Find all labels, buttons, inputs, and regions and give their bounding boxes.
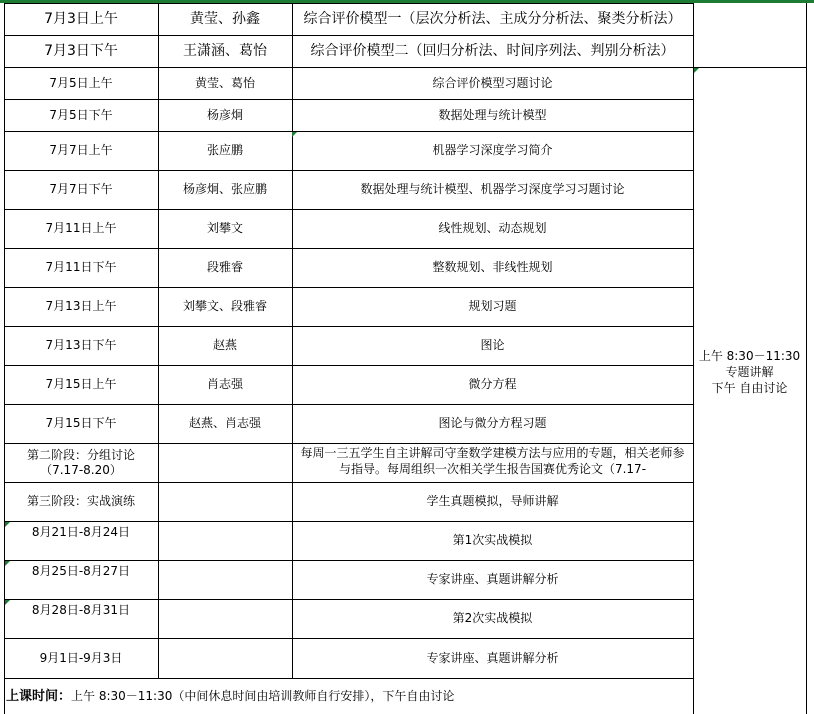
row-content-14[interactable]: 第1次实战模拟 (452, 533, 533, 547)
row-date-11[interactable]: 7月15日下午 (45, 416, 117, 430)
col-divider (158, 3, 159, 678)
row-teacher-1[interactable]: 王潇涵、葛怡 (183, 42, 267, 59)
row-date-2[interactable]: 7月5日上午 (49, 75, 113, 90)
col-divider (292, 3, 293, 678)
row-divider (4, 560, 693, 561)
row-date-15[interactable]: 8月25日-8月27日 (31, 564, 131, 578)
comment-marker-icon (5, 600, 10, 605)
row-teacher-10[interactable]: 肖志强 (206, 377, 243, 391)
row-date-16[interactable]: 8月28日-8月31日 (31, 603, 131, 617)
row-divider (4, 3, 693, 4)
row-teacher-2[interactable]: 黄莹、葛怡 (194, 75, 255, 90)
row-teacher-5[interactable]: 杨彦炯、张应鹏 (182, 182, 267, 196)
comment-marker-icon (292, 132, 297, 137)
row-teacher-14[interactable] (158, 521, 292, 560)
col-divider (806, 3, 807, 714)
row-divider (4, 599, 693, 600)
row-content-3[interactable]: 数据处理与统计模型 (438, 107, 547, 122)
row-content-12[interactable]: 每周一三五学生自主讲解司守奎数学建模方法与应用的专题，相关老师参与指导。每周组织一次相关学生报告国赛优秀论文（7.17- (300, 446, 685, 476)
row-teacher-13[interactable] (158, 482, 292, 521)
row-content-6[interactable]: 线性规划、动态规划 (438, 221, 547, 235)
row-teacher-15[interactable] (158, 560, 292, 599)
row-divider (4, 404, 693, 405)
footer-text: 上午 8:30－11:30（中间休息时间由培训教师自行安排），下午自由讨论 (71, 688, 455, 703)
row-date-17[interactable]: 9月1日-9月3日 (39, 650, 123, 665)
row-teacher-0[interactable]: 黄莹、孙鑫 (190, 10, 260, 27)
row-divider (4, 170, 693, 171)
row-content-11[interactable]: 图论与微分方程习题 (438, 416, 547, 430)
row-teacher-12[interactable] (158, 443, 292, 482)
row-teacher-11[interactable]: 赵燕、肖志强 (188, 416, 261, 430)
row-divider (4, 443, 693, 444)
row-teacher-4[interactable]: 张应鹏 (206, 143, 243, 157)
footer-label: 上课时间： (6, 688, 72, 704)
row-content-2[interactable]: 综合评价模型习题讨论 (432, 75, 553, 90)
row-teacher-6[interactable]: 刘攀文 (206, 221, 243, 235)
row-teacher-7[interactable]: 段雅睿 (206, 260, 243, 274)
comment-marker-icon (5, 561, 10, 566)
row-divider (4, 99, 693, 100)
row-divider (4, 521, 693, 522)
row-content-7[interactable]: 整数规划、非线性规划 (432, 260, 553, 274)
footer-cell[interactable] (0, 678, 693, 714)
row-divider (4, 482, 693, 483)
row-date-3[interactable]: 7月5日下午 (49, 107, 113, 122)
row-divider (4, 131, 693, 132)
note-line-1: 上午 8:30－11:30 (698, 349, 801, 363)
row-teacher-17[interactable] (158, 638, 292, 678)
row-content-16[interactable]: 第2次实战模拟 (452, 611, 533, 625)
row-date-7[interactable]: 7月11日下午 (45, 260, 117, 274)
row-teacher-9[interactable]: 赵燕 (212, 338, 237, 352)
row-divider (4, 67, 693, 68)
row-content-10[interactable]: 微分方程 (468, 377, 517, 391)
row-content-1[interactable]: 综合评价模型二（回归分析法、时间序列法、判别分析法） (310, 42, 675, 59)
row-content-9[interactable]: 图论 (480, 338, 505, 352)
row-divider (4, 209, 693, 210)
comment-marker-icon (5, 522, 10, 527)
row-date-9[interactable]: 7月13日下午 (45, 338, 117, 352)
row-date-13[interactable]: 第三阶段：实战演练 (26, 494, 135, 508)
row-date-12[interactable]: 第二阶段：分组讨论（7.17-8.20） (26, 447, 135, 477)
row-content-17[interactable]: 专家讲座、真题讲解分析 (426, 650, 559, 665)
row-teacher-16[interactable] (158, 599, 292, 638)
col-divider (4, 3, 5, 714)
row-date-8[interactable]: 7月13日上午 (45, 299, 117, 313)
row-divider (4, 638, 693, 639)
row-date-6[interactable]: 7月11日上午 (45, 221, 117, 235)
row-date-10[interactable]: 7月15日上午 (45, 377, 117, 391)
note-line-2: 专题讲解 (725, 365, 774, 379)
row-divider (4, 287, 693, 288)
row-divider (4, 326, 693, 327)
row-teacher-3[interactable]: 杨彦炯 (206, 107, 243, 122)
row-content-5[interactable]: 数据处理与统计模型、机器学习深度学习习题讨论 (360, 182, 625, 196)
row-teacher-8[interactable]: 刘攀文、段雅睿 (182, 299, 267, 313)
row-divider (4, 248, 693, 249)
row-date-14[interactable]: 8月21日-8月24日 (31, 525, 131, 539)
note-line-3: 下午 自由讨论 (711, 381, 788, 395)
row-content-15[interactable]: 专家讲座、真题讲解分析 (426, 572, 559, 586)
row-date-0[interactable]: 7月3日上午 (44, 10, 118, 27)
row-content-0[interactable]: 综合评价模型一（层次分析法、主成分分析法、聚类分析法） (303, 10, 682, 27)
schedule-note-cell[interactable] (693, 67, 806, 677)
row-content-13[interactable]: 学生真题模拟，导师讲解 (426, 494, 559, 508)
row-date-4[interactable]: 7月7日上午 (49, 143, 113, 157)
row-content-4[interactable]: 机器学习深度学习简介 (432, 143, 553, 157)
row-date-5[interactable]: 7月7日下午 (49, 182, 113, 196)
row-divider (4, 35, 693, 36)
row-content-8[interactable]: 规划习题 (468, 299, 517, 313)
row-divider (4, 365, 693, 366)
row-date-1[interactable]: 7月3日下午 (44, 42, 118, 59)
